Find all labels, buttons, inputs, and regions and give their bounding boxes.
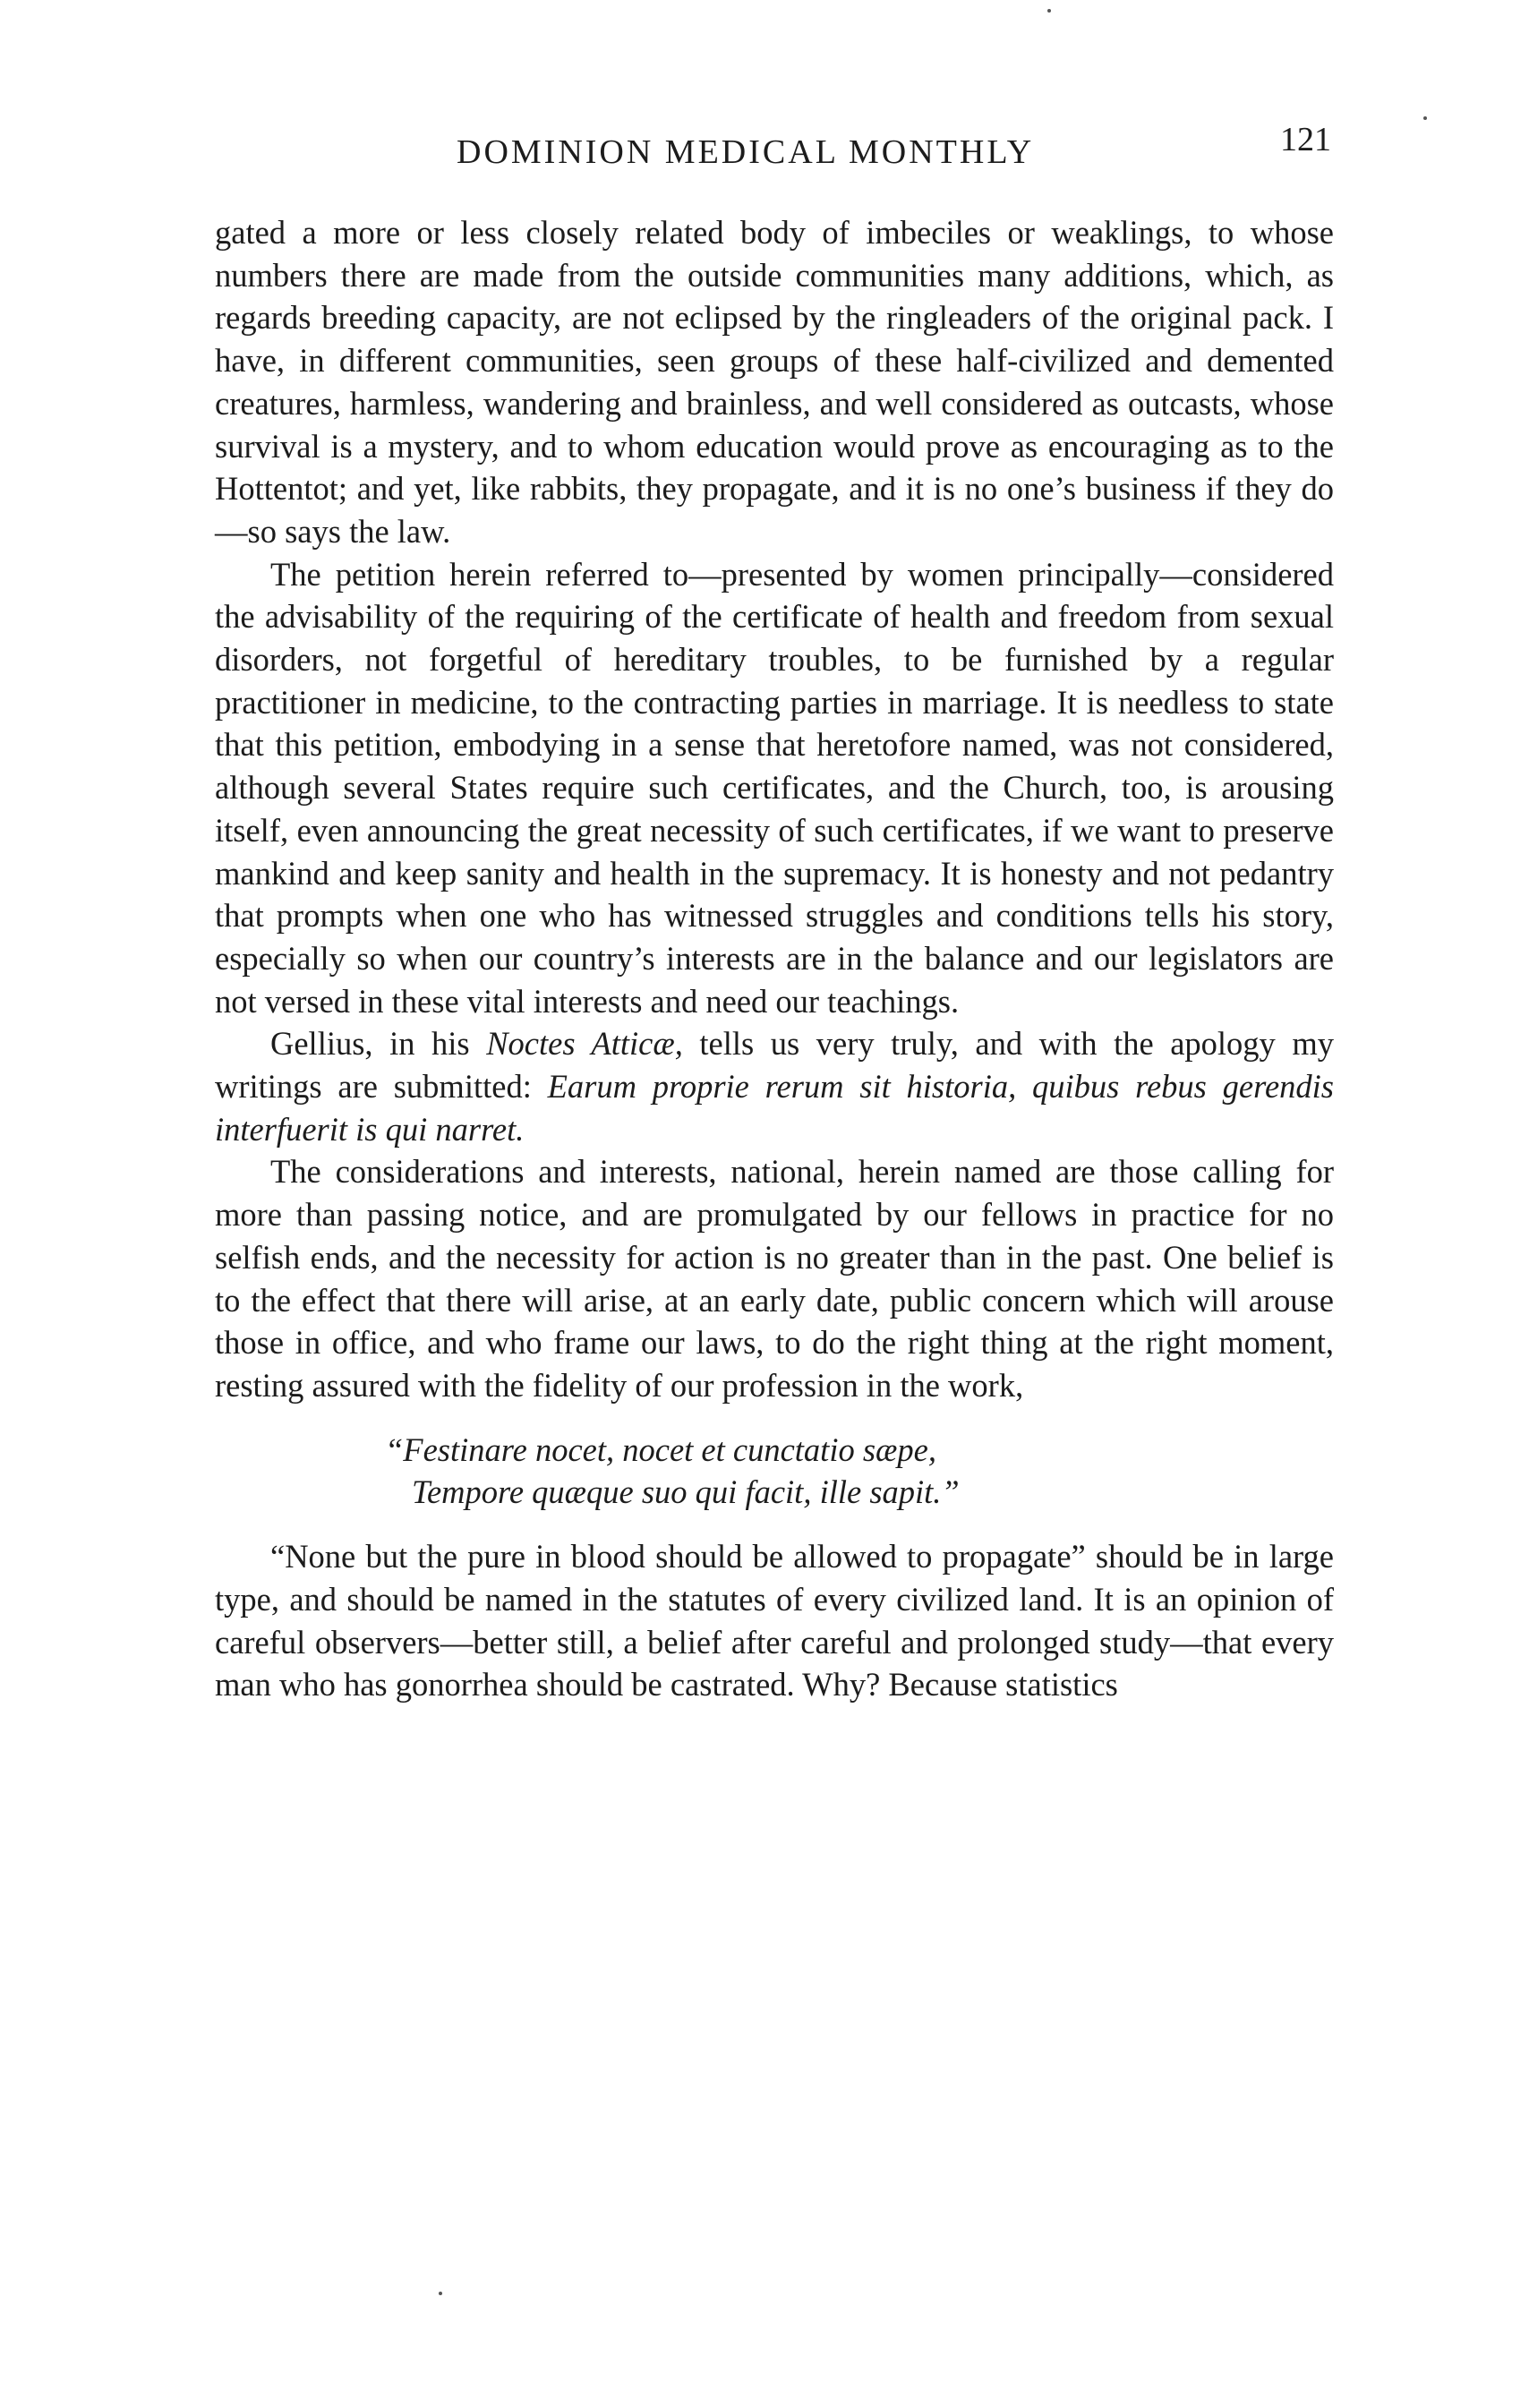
page-number: 121 (1280, 121, 1331, 158)
verse-quotation (215, 1429, 1334, 1514)
paragraph-4: The considerations and interests, national, herein named are those calling for more than passing notice, and are promulgated by our fellows in practice for no selfish ends, and the necessity for action is no greater than in the past. One belief is to the effect that there will arise, at an early date, public concern which will arouse those in office, and who frame our laws, to do the right thing at the right moment, resting assured with the fidelity of our profession in the work, (215, 1153, 1334, 1404)
running-title: DOMINION MEDICAL MONTHLY (457, 133, 1035, 171)
paragraph-2: The petition herein referred to—presented by women principally—considered the advisability of the requiring of the certificate of health and freedom from sexual disorders, not forgetful of hereditary troubles, to be furnished by a regular practitioner in medicine, to the contracting parties in marriage. It is needless to state that this petition, embodying in a sense that heretofore named, was not considered, although several States require such certificates, and the Church, too, is arousing itself, even announcing the great necessity of such certificates, if we want to preserve mankind and keep sanity and health in the supremacy. It is honesty and not pedantry that prompts when one who has witnessed struggles and conditions tells his story, especially so when our country’s interests are in the balance and our legislators are not versed in these vital interests and need our teachings. (215, 555, 1334, 1020)
verse-line-2: Tempore quæque suo qui facit, ille sapit.” (412, 1473, 960, 1511)
body-text (215, 211, 1334, 1706)
paragraph-1: gated a more or less closely related body of imbeciles or weaklings, to whose numbers there are made from the outside communities many additions, which, as regards breeding capacity, are not eclipsed by the ringleaders of the original pack. I have, in different communities, seen groups of these half-civilized and demented creatures, harmless, wandering and brainless, and well considered as outcasts, whose survival is a mystery, and to whom education would prove as encouraging as to the Hottentot; and yet, like rabbits, they propagate, and it is no one’s business if they do—so says the law. (215, 214, 1334, 550)
paragraph-3-text-b: tells us very truly, and with the apology my writings are submitted: (215, 1025, 1334, 1106)
paper-speck (439, 2292, 442, 2295)
verse-line-1: “Festinare nocet, nocet et cunctatio sæpe, (385, 1430, 936, 1468)
book-title: Noctes Atticæ, (486, 1025, 683, 1063)
latin-quotation: Earum proprie rerum sit historia, quibus rebus gerendis interfuerit is qui narret. (215, 1068, 1334, 1148)
paragraph-3 (215, 1022, 1334, 1150)
paragraph-5: “None but the pure in blood should be allowed to propagate” should be in large type, and should be named in the statutes of every civilized land. It is an opinion of careful observers—better still, a belief after careful and prolonged study—that every man who has gonorrhea should be castrated. Why? Because statistics (215, 1538, 1334, 1704)
paper-speck (1423, 116, 1427, 120)
paragraph-3-text-a: Gellius, in his (270, 1025, 487, 1063)
paper-speck (1047, 9, 1051, 13)
